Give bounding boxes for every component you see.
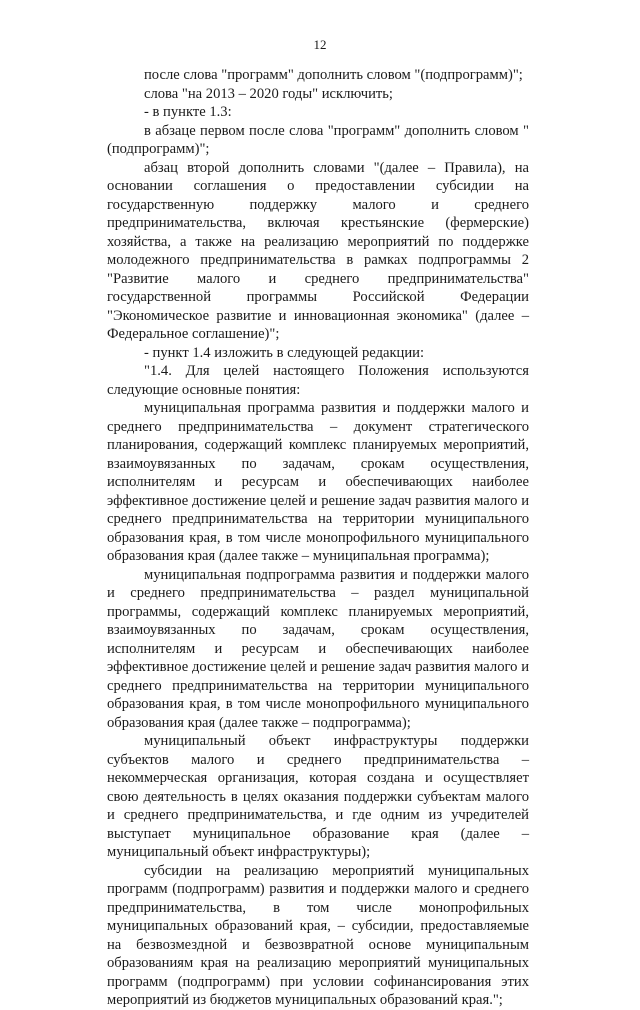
document-body [107,66,529,1010]
paragraph-definition-subsidies: субсидии на реализацию мероприятий муниципальных программ (подпрограмм) развития и поддержки малого и среднего предпринимательства, в том числе монопрофильных муниципальных образований края, – субсидии, предоставляемые на безвозмездной и безвозвратной основе муниципальным образованиям края на реализацию мероприятий муниципальных программ (подпрограмм) при условии софинансирования этих мероприятий из бюджетов муниципальных образований края."; [107,862,529,1008]
paragraph-definitions-intro: "1.4. Для целей настоящего Положения используются следующие основные понятия: [107,363,529,398]
paragraph-add-subprogram-word: после слова "программ" дополнить словом "(подпрограмм)"; [144,67,523,83]
paragraph-definition-municipal-program: муниципальная программа развития и поддержки малого и среднего предпринимательства – документ стратегического планирования, содержащий комплекс планируемых мероприятий, взаимоувязанных по задачам, срокам осуществления, исполнителям и ресурсам и обеспечивающих наиболее эффективное достижение целей и решение задач развития малого и среднего предпринимательства на территории муниципального образования края, в том числе монопрофильного муниципального образования края (далее также – муниципальная программа); [107,400,529,564]
paragraph-second-abzac: абзац второй дополнить словами "(далее – Правила), на основании соглашения о предоставлении субсидии на государственную поддержку малого и среднего предпринимательства, включая крестьянские (фермерские) хозяйства, а также на реализацию мероприятий по поддержке молодежного предпринимательства в рамках подпрограммы 2 "Развитие малого и среднего предпринимательства" государственной программы Российской Федерации "Экономическое развитие и инновационная экономика" (далее – Федеральное соглашение)"; [107,159,529,342]
paragraph-definition-infrastructure-object: муниципальный объект инфраструктуры поддержки субъектов малого и среднего предпринимательства – некоммерческая организация, которая создана и осуществляет свою деятельность в целях оказания поддержки субъектам малого и среднего предпринимательства, и где одним из учредителей выступает муниципальное образование края (далее – муниципальный объект инфраструктуры); [107,733,529,860]
page-number: 12 [313,37,327,52]
paragraph-exclude-years: слова "на 2013 – 2020 годы" исключить; [144,85,393,102]
paragraph-definition-subprogram: муниципальная подпрограмма развития и поддержки малого и среднего предпринимательства – раздел муниципальной программы, содержащий комплекс планируемых мероприятий, взаимоувязанных по задачам, срокам осуществления, исполнителям и ресурсам и обеспечивающих наиболее эффективное достижение целей и решение задач развития малого и среднего предпринимательства на территории муниципального образования края, в том числе монопрофильного муниципального образования края (далее также – подпрограмма); [107,566,529,731]
paragraph-point-1-3: - в пункте 1.3: [144,104,232,120]
paragraph-point-1-4-intro: - пункт 1.4 изложить в следующей редакции: [144,344,425,361]
paragraph-first-abzac: в абзаце первом после слова "программ" дополнить словом "(подпрограмм)"; [107,122,529,157]
